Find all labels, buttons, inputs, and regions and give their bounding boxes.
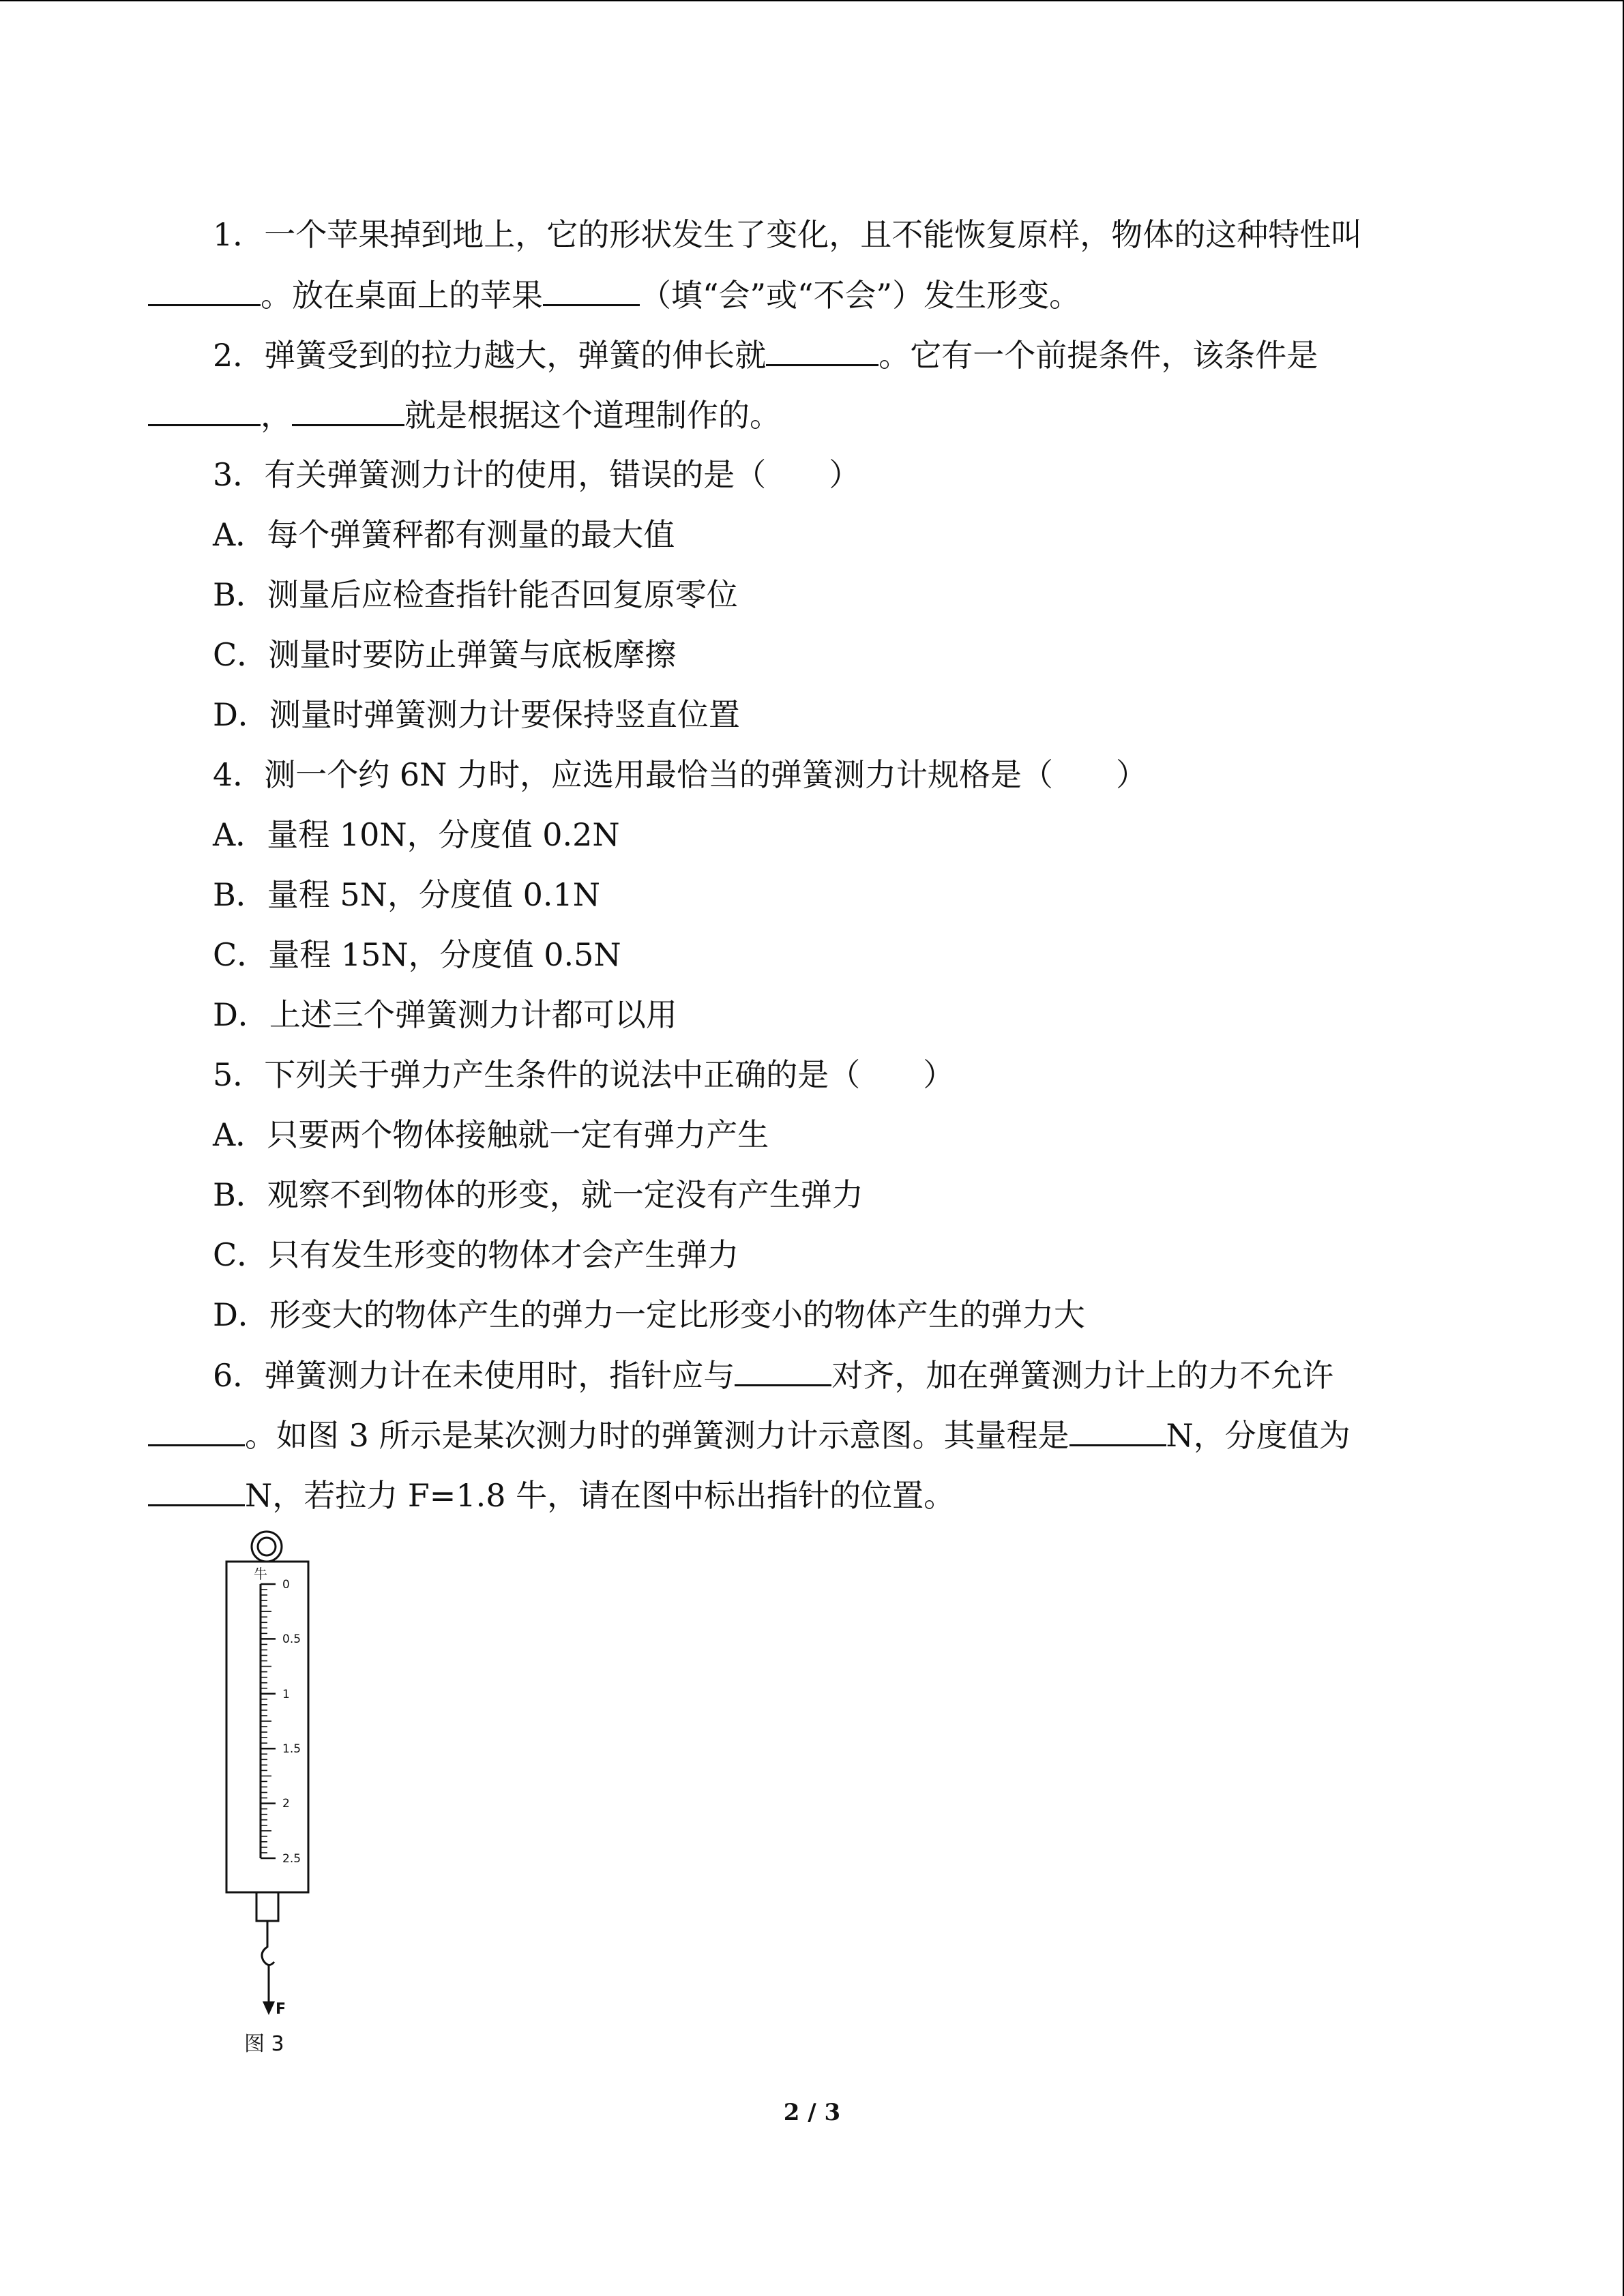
q5-option-c: C．只有发生形变的物体才会产生弹力 <box>213 1236 739 1273</box>
page-number: 2 / 3 <box>783 2099 841 2126</box>
answer-blank[interactable] <box>148 394 261 426</box>
q1-line-2: 。放在桌面上的苹果 （填“会”或“不会”）发生形变。 <box>148 274 1080 316</box>
ring-outer <box>252 1532 282 1562</box>
answer-blank[interactable] <box>148 274 261 306</box>
scale-label-0-5: 0.5 <box>282 1632 301 1646</box>
q5-option-a: A．只要两个物体接触就一定有弹力产生 <box>213 1116 769 1153</box>
figure-caption: 图 3 <box>244 2032 284 2056</box>
q5-option-b: B．观察不到物体的形变，就一定没有产生弹力 <box>213 1176 863 1213</box>
scale-label-2: 2 <box>282 1797 290 1810</box>
q6-line-2: 。如图 3 所示是某次测力时的弹簧测力计示意图。其量程是 N，分度值为 <box>148 1414 1350 1456</box>
spring-scale-figure <box>218 1524 327 2070</box>
q5-option-d: D．形变大的物体产生的弹力一定比形变小的物体产生的弹力大 <box>213 1296 1085 1333</box>
q3-option-a: A．每个弹簧秤都有测量的最大值 <box>213 516 675 553</box>
force-label: F <box>276 2001 286 2018</box>
answer-blank[interactable] <box>766 334 879 366</box>
q2-line-1: 2．弹簧受到的拉力越大，弹簧的伸长就 。它有一个前提条件，该条件是 <box>213 334 1318 376</box>
answer-blank[interactable] <box>735 1354 831 1386</box>
q4-option-c: C．量程 15N，分度值 0.5N <box>213 936 621 973</box>
q4-option-b: B．量程 5N，分度值 0.1N <box>213 876 600 913</box>
q6-line-3: N，若拉力 F=1.8 牛，请在图中标出指针的位置。 <box>148 1474 955 1516</box>
scale-label-1-5: 1.5 <box>282 1742 301 1756</box>
scale-label-2-5: 2.5 <box>282 1852 301 1866</box>
scale-label-1: 1 <box>282 1688 290 1701</box>
answer-blank[interactable] <box>1069 1414 1166 1446</box>
q6-line-1: 6．弹簧测力计在未使用时，指针应与 对齐，加在弹簧测力计上的力不允许 <box>213 1354 1333 1396</box>
answer-blank[interactable] <box>543 274 640 306</box>
answer-blank[interactable] <box>148 1414 245 1446</box>
force-arrow-head <box>263 2001 275 2015</box>
q4-stem: 4．测一个约 6N 力时，应选用最恰当的弹簧测力计规格是（ ） <box>213 756 1148 793</box>
q3-option-d: D．测量时弹簧测力计要保持竖直位置 <box>213 696 740 733</box>
unit-mark: 牛 <box>254 1566 267 1582</box>
ring-inner <box>258 1538 276 1555</box>
q3-option-b: B．测量后应检查指针能否回复原零位 <box>213 576 738 613</box>
q4-option-d: D．上述三个弹簧测力计都可以用 <box>213 996 677 1033</box>
q3-stem: 3．有关弹簧测力计的使用，错误的是（ ） <box>213 456 861 493</box>
q4-option-a: A．量程 10N，分度值 0.2N <box>213 816 620 853</box>
q2-line-2: ， 就是根据这个道理制作的。 <box>148 394 781 436</box>
answer-blank[interactable] <box>148 1474 245 1506</box>
q3-option-c: C．测量时要防止弹簧与底板摩擦 <box>213 636 677 673</box>
hook <box>262 1921 274 1965</box>
q1-line-1: 1．一个苹果掉到地上，它的形状发生了变化，且不能恢复原样，物体的这种特性叫 <box>213 216 1363 253</box>
scale-label-0: 0 <box>282 1578 290 1592</box>
answer-blank[interactable] <box>292 394 404 426</box>
pull-rod <box>256 1892 278 1921</box>
q5-stem: 5．下列关于弹力产生条件的说法中正确的是（ ） <box>213 1056 955 1093</box>
